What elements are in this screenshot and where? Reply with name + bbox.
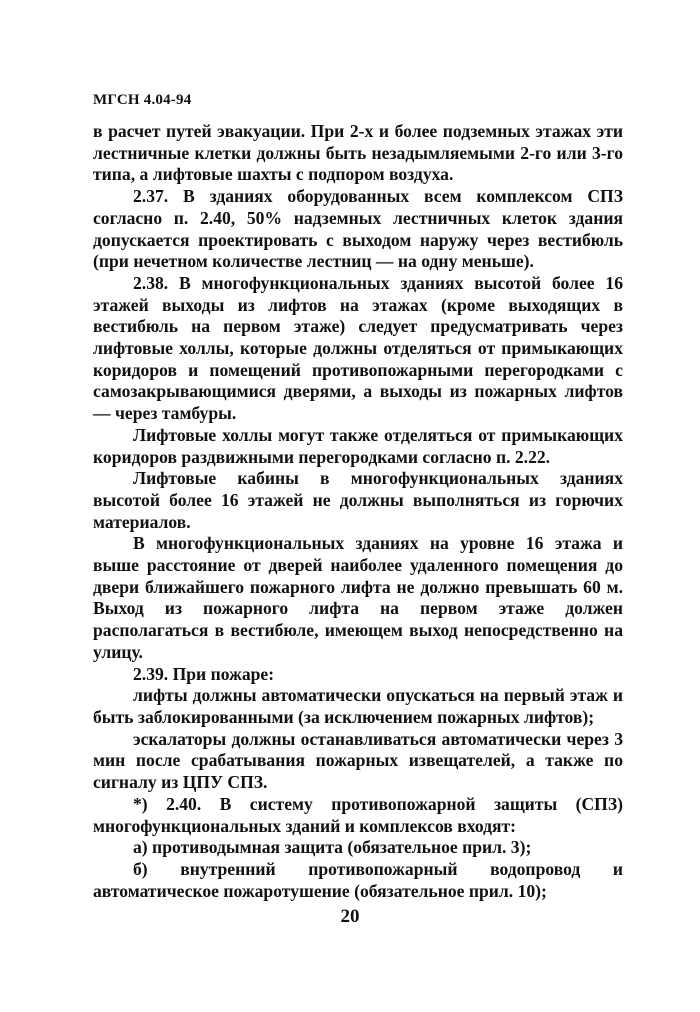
- paragraph-lifts-fire: лифты должны автоматически опускаться на первый этаж и быть заблокированными (за исключением пожарных лифтов);: [93, 685, 623, 727]
- paragraph-2-40: *) 2.40. В систему противопожарной защиты (СПЗ) многофункциональных зданий и комплексов входят:: [93, 793, 623, 836]
- paragraph-escalators: эскалаторы должны останавливаться автоматически через 3 мин после срабатывания пожарных извещателей, а также по сигналу из ЦПУ СПЗ.: [93, 728, 623, 793]
- paragraph-lift-cabins: Лифтовые кабины в многофункциональных зданиях высотой более 16 этажей не должны выполняться из горючих материалов.: [93, 468, 623, 532]
- paragraph-fire-lift-distance: В многофункциональных зданиях на уровне 16 этажа и выше расстояние от дверей наиболее удаленного помещения до двери ближайшего пожарного лифта не должно превышать 60 м. Выход из пожарного лифта на первом этаже должен располагаться в вестибюле, имеющем выход непосредственно на улицу.: [93, 533, 623, 662]
- paragraph-2-39: 2.39. При пожаре:: [133, 663, 275, 684]
- paragraph-2-37: 2.37. В зданиях оборудованных всем комплексом СПЗ согласно п. 2.40, 50% надземных лестничных клеток здания допускается проектировать с выходом наружу через вестибюль (при нечетном количестве лестниц — на одну меньше).: [93, 186, 623, 272]
- document-code-header: МГСН 4.04-94: [93, 92, 192, 108]
- list-item-b: б) внутренний противопожарный водопровод и автоматическое пожаротушение (обязательное прил. 10);: [93, 858, 623, 901]
- paragraph-lift-halls: Лифтовые холлы могут также отделяться от примыкающих коридоров раздвижными перегородками согласно п. 2.22.: [93, 424, 623, 467]
- list-item-a: а) противодымная защита (обязательное прил. 3);: [133, 837, 532, 858]
- page-number: 20: [340, 906, 360, 927]
- paragraph-continuation: в расчет путей эвакуации. При 2-х и более подземных этажах эти лестничные клетки должны быть незадымляемыми 2-го или 3-го типа, а лифтовые шахты с подпором воздуха.: [93, 121, 623, 185]
- paragraph-2-38: 2.38. В многофункциональных зданиях высотой более 16 этажей выходы из лифтов на этажах (кроме выходящих в вестибюль на первом этаже) следует предусматривать через лифтовые холлы, которые должны отделяться от примыкающих коридоров и помещений противопожарными перегородками с самозакрывающимися дверями, а выходы из пожарных лифтов — через тамбуры.: [93, 272, 623, 424]
- body-text: [93, 121, 623, 902]
